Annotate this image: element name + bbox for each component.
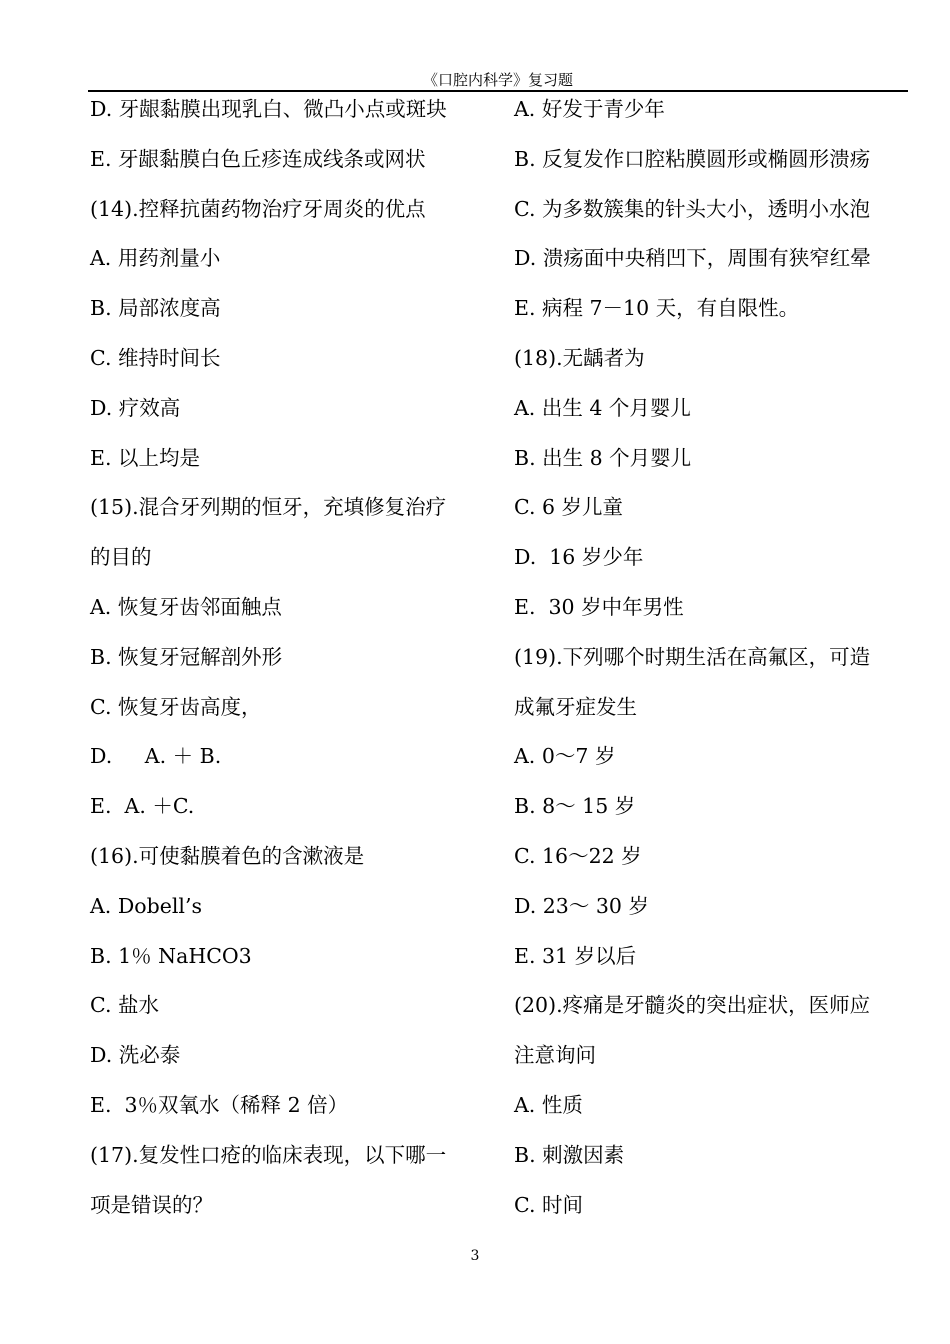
- question-16-stem: (16).可使黏膜着色的含漱液是: [90, 843, 365, 868]
- text-line: B. 反复发作口腔粘膜圆形或椭圆形溃疡: [514, 146, 871, 171]
- text-line: 的目的: [90, 545, 152, 570]
- header-title: 《口腔内科学》复习题: [422, 71, 573, 89]
- text-line: E. 病程 7－10 天，有自限性。: [514, 296, 800, 321]
- text-line: D. A. ＋ B.: [90, 744, 222, 769]
- text-line: C. 为多数簇集的针头大小，透明小水泡: [514, 196, 870, 221]
- text-line: D. 洗必泰: [90, 1043, 181, 1068]
- left-column: [90, 93, 490, 1238]
- text-line: D. 牙龈黏膜出现乳白、微凸小点或斑块: [90, 97, 447, 121]
- text-line: A. 好发于青少年: [514, 97, 665, 121]
- text-line: A. 0～7 岁: [514, 744, 616, 769]
- text-line: A. Dobell’s: [90, 893, 203, 918]
- text-line: 注意询问: [514, 1043, 596, 1068]
- text-line: A. 用药剂量小: [90, 246, 221, 271]
- text-line: B. 局部浓度高: [90, 296, 221, 321]
- page-header: [88, 70, 908, 92]
- text-line: E. 3％双氧水（稀释 2 倍）: [90, 1092, 349, 1117]
- right-column: [514, 93, 914, 1238]
- text-line: D. 溃疡面中央稍凹下，周围有狭窄红晕: [514, 246, 871, 271]
- question-14-stem: (14).控释抗菌药物治疗牙周炎的优点: [90, 196, 426, 221]
- text-line: 项是错误的？: [90, 1192, 213, 1217]
- text-line: C. 恢复牙齿高度，: [90, 694, 262, 719]
- text-line: D. 16 岁少年: [514, 545, 644, 570]
- text-line: B. 1％ NaHCO3: [90, 943, 252, 968]
- question-17-stem: (17).复发性口疮的临床表现，以下哪一: [90, 1142, 447, 1167]
- text-line: D. 疗效高: [90, 395, 181, 420]
- text-line: A. 恢复牙齿邻面触点: [90, 594, 282, 619]
- text-line: C. 时间: [514, 1192, 583, 1217]
- text-line: D. 23～ 30 岁: [514, 893, 649, 918]
- text-line: C. 盐水: [90, 993, 159, 1018]
- text-line: E. 以上均是: [90, 445, 200, 470]
- text-line: A. 出生 4 个月婴儿: [514, 395, 691, 420]
- text-line: 成氟牙症发生: [514, 694, 637, 719]
- text-line: B. 出生 8 个月婴儿: [514, 445, 692, 470]
- text-line: E. 31 岁以后: [514, 943, 637, 968]
- question-20-stem: (20).疼痛是牙髓炎的突出症状，医师应: [514, 993, 871, 1018]
- question-15-stem: (15).混合牙列期的恒牙，充填修复治疗: [90, 495, 447, 520]
- text-line: B. 恢复牙冠解剖外形: [90, 644, 283, 669]
- text-line: E. 牙龈黏膜白色丘疹连成线条或网状: [90, 146, 426, 171]
- text-line: A. 性质: [514, 1092, 583, 1117]
- text-line: E. A. ＋C.: [90, 794, 195, 819]
- text-line: E. 30 岁中年男性: [514, 594, 684, 619]
- question-18-stem: (18).无龋者为: [514, 345, 645, 370]
- text-line: C. 6 岁儿童: [514, 495, 624, 520]
- text-line: B. 8～ 15 岁: [514, 794, 636, 819]
- text-line: C. 维持时间长: [90, 345, 221, 370]
- page-number: 3: [470, 1248, 480, 1264]
- text-line: C. 16～22 岁: [514, 843, 642, 868]
- question-19-stem: (19).下列哪个时期生活在高氟区，可造: [514, 644, 871, 669]
- text-line: B. 刺激因素: [514, 1142, 625, 1167]
